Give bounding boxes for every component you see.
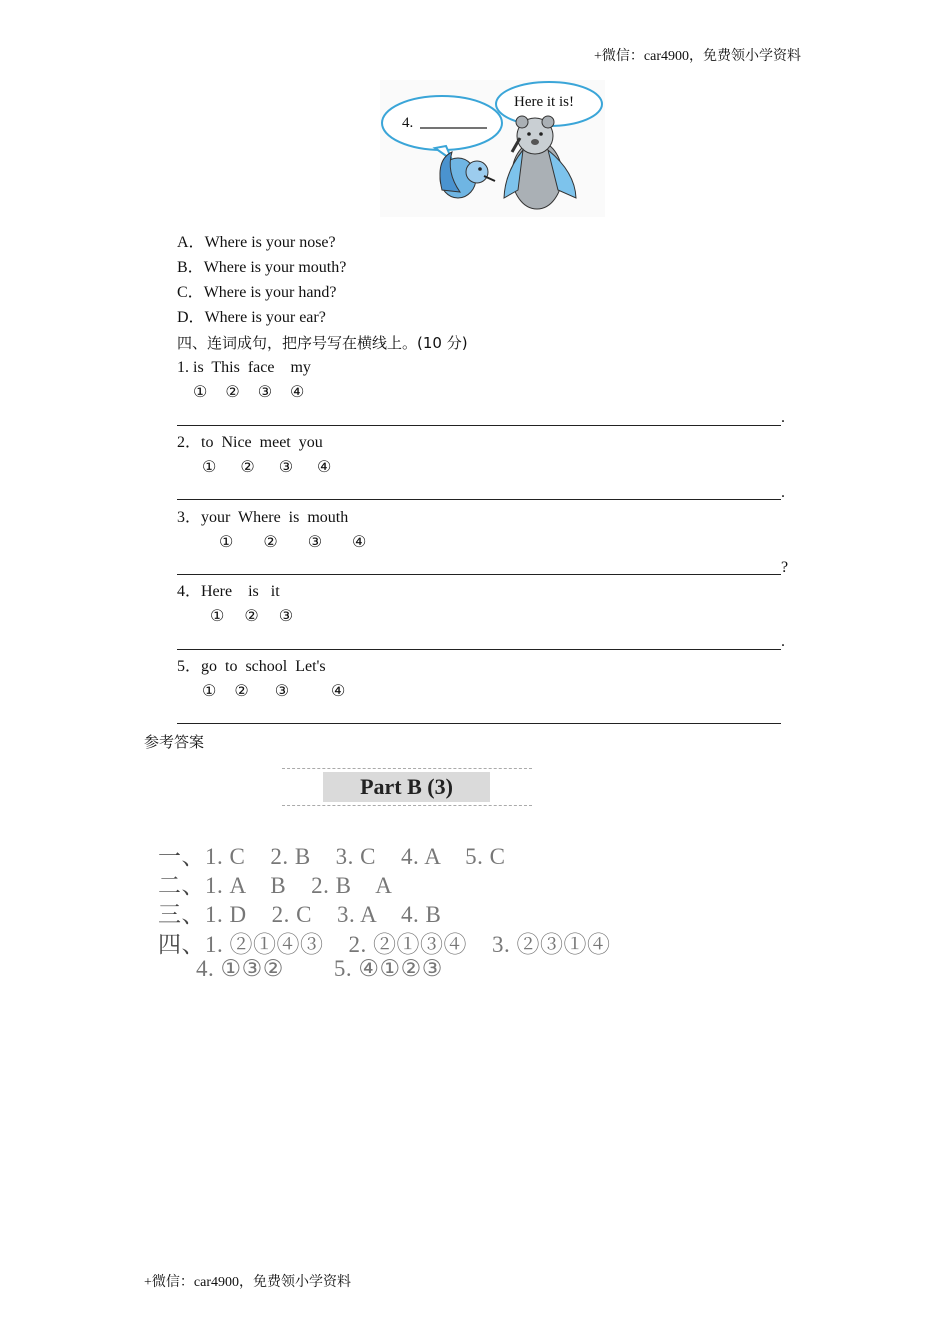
num-2: ②: [240, 459, 255, 476]
section-4-heading: 四、连词成句，把序号写在横线上。(10 分): [177, 334, 468, 352]
item-4-numbers: [210, 607, 293, 627]
part-top-divider: [282, 768, 532, 769]
item-3-numbers: [219, 533, 366, 553]
option-text: Where is your hand?: [203, 284, 337, 301]
item-3-words: 3．your Where is mouth: [177, 509, 349, 526]
num-2: ②: [244, 608, 259, 625]
answer-line-4[interactable]: [177, 649, 781, 650]
answer-label: 二、: [158, 873, 205, 898]
right-bubble-text: Here it is!: [514, 94, 574, 110]
num-4: ④: [290, 384, 305, 401]
num-2: ②: [263, 534, 278, 551]
num-1: ①: [210, 608, 225, 625]
item-1-end: .: [781, 409, 785, 426]
answer-line-3[interactable]: [177, 574, 781, 575]
watermark-bottom: +微信：car4900，免费领小学资料: [144, 1275, 351, 1290]
item-1-words: 1. is This face my: [177, 359, 311, 376]
part-bottom-divider: [282, 805, 532, 806]
answer-line-section-4: [158, 926, 611, 959]
option-letter: B．: [177, 259, 204, 276]
num-3: ③: [257, 384, 273, 401]
answer-line-2[interactable]: [177, 499, 781, 500]
num-4: ④: [352, 534, 367, 551]
answer-key-title: 参考答案: [144, 733, 205, 751]
answer-label: 一、: [158, 844, 205, 869]
answer-line-section-3: [158, 896, 441, 929]
left-bubble-text: 4.: [402, 115, 414, 131]
num-3: ③: [278, 608, 294, 625]
watermark-top: +微信：car4900，免费领小学资料: [594, 49, 801, 64]
answer-text: 1. A B 2. B A: [205, 873, 393, 898]
option-text: Where is your nose?: [204, 234, 336, 251]
option-text: Where is your ear?: [204, 309, 326, 326]
item-4-words: 4．Here is it: [177, 583, 280, 600]
option-b: [177, 258, 346, 278]
answer-text: 4. ①③② 5. ④①②③: [196, 956, 443, 981]
part-heading: Part B (3): [323, 772, 490, 802]
num-1: ①: [202, 683, 217, 700]
answer-line-section-4-cont: [196, 956, 443, 982]
item-2-words: 2．to Nice meet you: [177, 434, 323, 451]
item-4-end: .: [781, 633, 785, 650]
option-c: [177, 283, 337, 303]
answer-label: 四、: [158, 932, 205, 957]
option-letter: C．: [177, 284, 204, 301]
option-letter: D．: [177, 309, 205, 326]
item-5-words: 5．go to school Let's: [177, 658, 326, 675]
num-3: ③: [307, 534, 323, 551]
num-1: ①: [219, 534, 234, 551]
answer-text: 1. ②①④③ 2. ②①③④ 3. ②③①④: [205, 932, 611, 957]
num-3: ③: [274, 683, 290, 700]
num-2: ②: [225, 384, 240, 401]
item-5-numbers: [202, 682, 345, 702]
item-1-numbers: [193, 383, 304, 403]
num-2: ②: [234, 683, 249, 700]
answer-line-5[interactable]: [177, 723, 781, 724]
option-text: Where is your mouth?: [203, 259, 347, 276]
item-3-end: ?: [781, 559, 789, 576]
num-1: ①: [193, 384, 208, 401]
item-2-end: .: [781, 484, 785, 501]
num-1: ①: [202, 459, 217, 476]
option-letter: A．: [177, 234, 205, 251]
num-4: ④: [331, 683, 346, 700]
answer-line-1[interactable]: [177, 425, 781, 426]
num-4: ④: [317, 459, 332, 476]
dialogue-illustration: [380, 80, 605, 217]
answer-text: 1. D 2. C 3. A 4. B: [205, 902, 442, 927]
option-d: [177, 308, 326, 328]
item-2-numbers: [202, 458, 331, 478]
num-3: ③: [278, 459, 294, 476]
option-a: [177, 233, 336, 253]
answer-label: 三、: [158, 902, 205, 927]
answer-text: 1. C 2. B 3. C 4. A 5. C: [205, 844, 506, 869]
